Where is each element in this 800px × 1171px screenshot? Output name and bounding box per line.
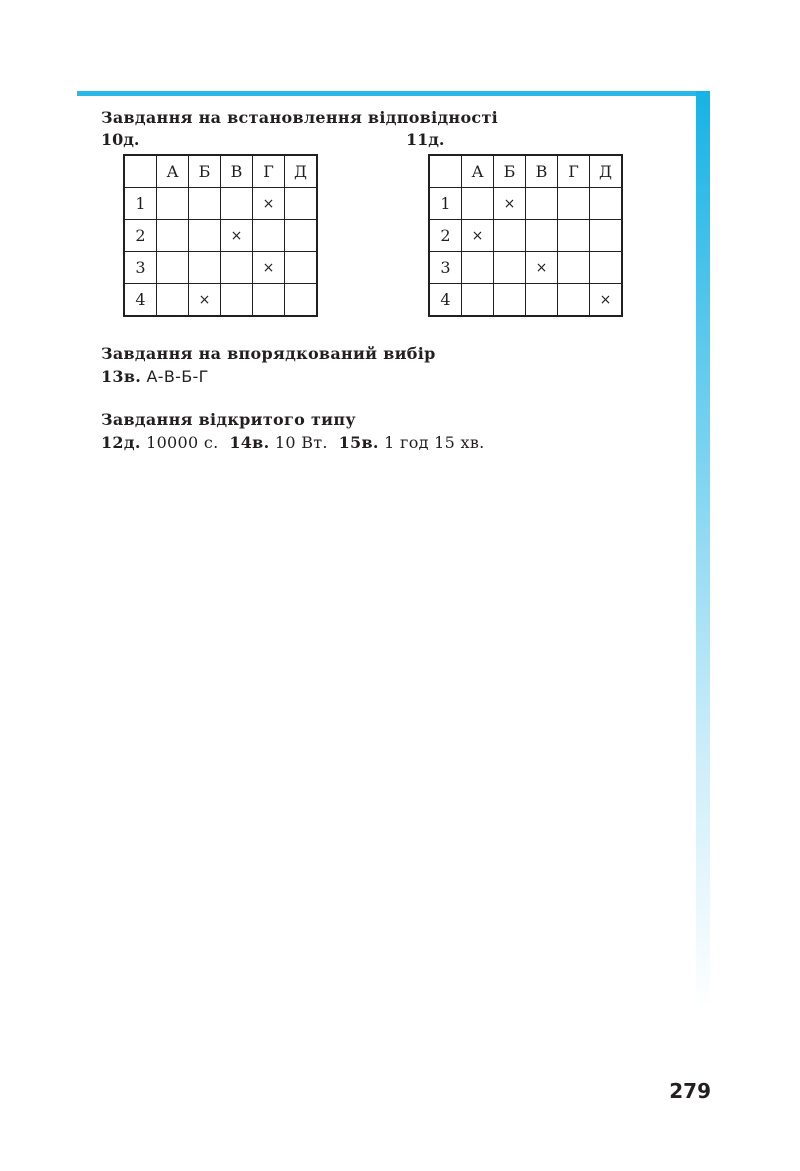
grid-mark-cell: × [253, 252, 285, 284]
grid-header-row [429, 155, 622, 188]
grid-cell [157, 284, 189, 317]
grid-cell [558, 220, 590, 252]
grid-row [429, 188, 622, 220]
open-section-heading: Завдання відкритого типу [101, 410, 356, 429]
matching-section-heading: Завдання на встановлення відповідності [101, 108, 499, 127]
grid-cell [253, 284, 285, 317]
grid-cell [590, 252, 623, 284]
grid-cell [285, 220, 318, 252]
grid-column-header: В [221, 155, 253, 188]
grid-cell [526, 284, 558, 317]
grid-row-header: 1 [124, 188, 157, 220]
task-10-label: 10д. [101, 130, 140, 149]
grid-cell [221, 252, 253, 284]
grid-mark-cell: × [590, 284, 623, 317]
grid-corner-cell [429, 155, 462, 188]
grid-cell [462, 188, 494, 220]
grid-column-header: В [526, 155, 558, 188]
grid-row-header: 4 [429, 284, 462, 317]
grid-cell [157, 220, 189, 252]
grid-column-header: Г [558, 155, 590, 188]
grid-cell [558, 284, 590, 317]
grid-cell [285, 284, 318, 317]
task-13-answer [101, 367, 209, 386]
grid-cell [221, 284, 253, 317]
grid-column-header: А [157, 155, 189, 188]
grid-cell [285, 252, 318, 284]
grid-cell [157, 252, 189, 284]
page-number: 279 [669, 1079, 711, 1103]
grid-column-header: Д [590, 155, 623, 188]
grid-cell [590, 188, 623, 220]
grid-row-header: 3 [429, 252, 462, 284]
grid-header-row [124, 155, 317, 188]
task-11-answer-grid [428, 154, 623, 317]
task-13-value: А-В-Б-Г [146, 367, 209, 386]
grid-cell [558, 252, 590, 284]
open-answers-line [101, 433, 485, 452]
task-12-value: 10000 с. [146, 433, 219, 452]
grid-cell [494, 220, 526, 252]
grid-corner-cell [124, 155, 157, 188]
grid-row [124, 188, 317, 220]
top-accent-rule [77, 91, 697, 96]
task-14-value: 10 Вт. [274, 433, 328, 452]
grid-cell [526, 188, 558, 220]
grid-mark-cell: × [526, 252, 558, 284]
task-14-label: 14в. [229, 433, 270, 452]
grid-cell [285, 188, 318, 220]
grid-cell [462, 284, 494, 317]
grid-column-header: Б [494, 155, 526, 188]
grid-cell [157, 188, 189, 220]
grid-row [124, 284, 317, 317]
grid-column-header: Г [253, 155, 285, 188]
grid-cell [590, 220, 623, 252]
grid-mark-cell: × [462, 220, 494, 252]
task-11-label: 11д. [406, 130, 445, 149]
grid-row [429, 220, 622, 252]
grid-row [124, 252, 317, 284]
task-10-answer-grid [123, 154, 318, 317]
grid-column-header: Д [285, 155, 318, 188]
grid-cell [221, 188, 253, 220]
grid-row-header: 3 [124, 252, 157, 284]
grid-cell [253, 220, 285, 252]
grid-column-header: Б [189, 155, 221, 188]
task-15-value: 1 год 15 хв. [384, 433, 485, 452]
task-13-label: 13в. [101, 367, 142, 386]
grid-mark-cell: × [221, 220, 253, 252]
grid-mark-cell: × [494, 188, 526, 220]
grid-row [124, 220, 317, 252]
grid-cell [189, 220, 221, 252]
grid-row-header: 4 [124, 284, 157, 317]
grid-mark-cell: × [253, 188, 285, 220]
side-accent-bar [696, 91, 710, 1011]
grid-cell [526, 220, 558, 252]
grid-row [429, 252, 622, 284]
task-15-label: 15в. [338, 433, 379, 452]
grid-row-header: 2 [429, 220, 462, 252]
task-12-label: 12д. [101, 433, 141, 452]
grid-row-header: 2 [124, 220, 157, 252]
grid-mark-cell: × [189, 284, 221, 317]
grid-cell [494, 284, 526, 317]
grid-cell [189, 188, 221, 220]
grid-cell [462, 252, 494, 284]
grid-row-header: 1 [429, 188, 462, 220]
grid-row [429, 284, 622, 317]
ordered-section-heading: Завдання на впорядкований вибір [101, 344, 436, 363]
grid-column-header: А [462, 155, 494, 188]
grid-cell [558, 188, 590, 220]
grid-cell [494, 252, 526, 284]
grid-cell [189, 252, 221, 284]
